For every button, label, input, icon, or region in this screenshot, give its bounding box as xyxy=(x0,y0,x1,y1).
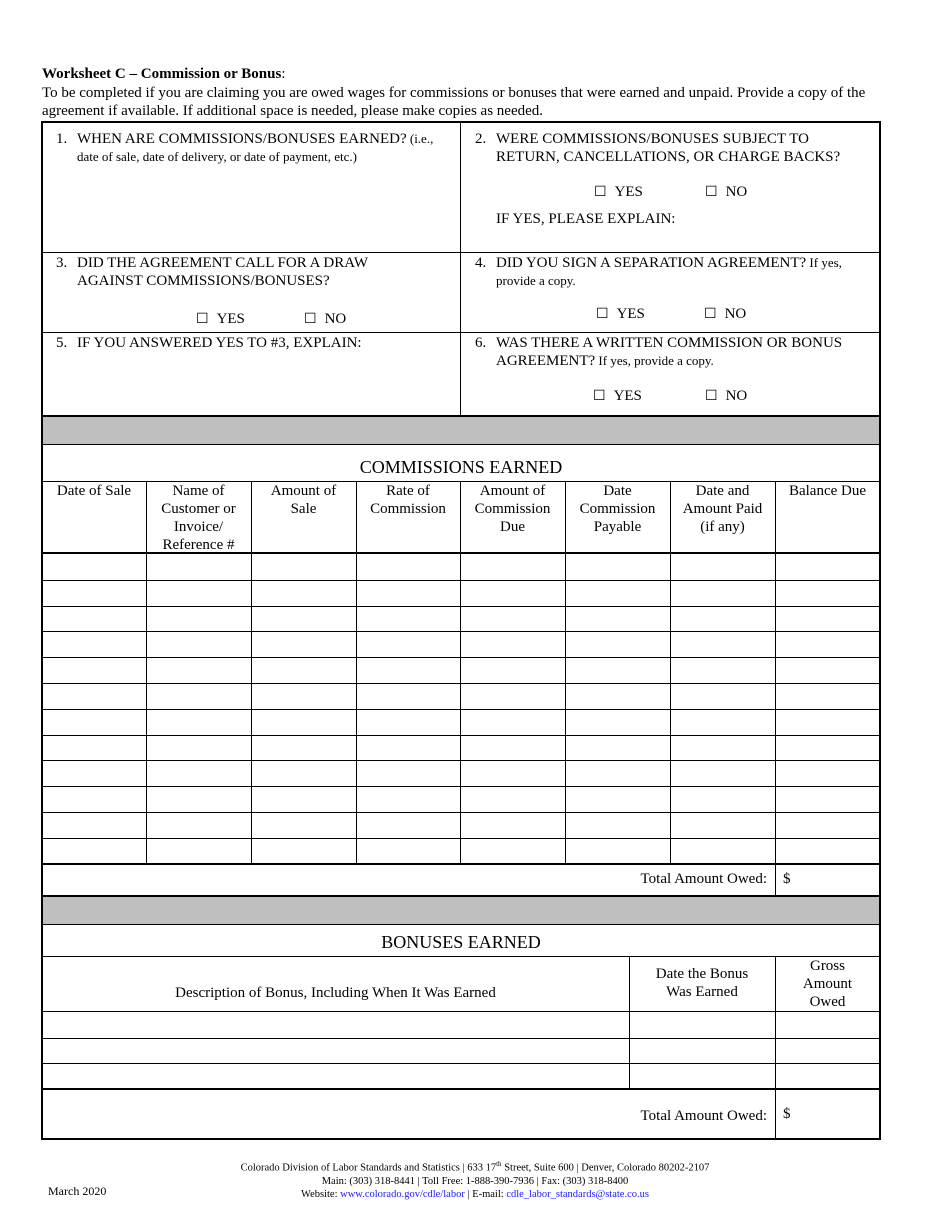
commissions-cell[interactable] xyxy=(777,711,878,733)
commissions-col-header-line: Sale xyxy=(290,501,317,517)
commissions-cell[interactable] xyxy=(358,788,458,810)
commissions-cell[interactable] xyxy=(358,685,458,707)
question-6-yes-label: YES xyxy=(613,388,642,404)
bonuses-cell[interactable] xyxy=(777,1065,878,1087)
commissions-cell[interactable] xyxy=(44,556,144,578)
bonuses-cell[interactable] xyxy=(631,1014,773,1036)
question-3-no-label: NO xyxy=(324,311,347,327)
commissions-cell[interactable] xyxy=(253,608,354,630)
worksheet-title xyxy=(42,66,286,83)
commissions-cell[interactable] xyxy=(148,762,249,784)
commissions-cell[interactable] xyxy=(44,788,144,810)
checkbox-icon: ☐ xyxy=(705,388,718,404)
question-4-yes-checkbox[interactable] xyxy=(596,306,645,323)
question-3-no-checkbox[interactable] xyxy=(304,311,346,328)
footer-address-sup: th xyxy=(496,1160,502,1168)
commissions-col-header-line: Commission xyxy=(474,501,551,517)
commissions-row-line xyxy=(42,786,880,787)
bonuses-total-currency: $ xyxy=(783,1106,791,1122)
commissions-band-line xyxy=(42,444,880,445)
bonuses-cell[interactable] xyxy=(631,1040,773,1062)
commissions-col-header-line: Customer or xyxy=(161,501,236,517)
question-6-number: 6. xyxy=(475,335,487,351)
commissions-cell[interactable] xyxy=(253,685,354,707)
commissions-col-header-line: Invoice/ xyxy=(173,519,224,535)
commissions-cell[interactable] xyxy=(672,788,773,810)
commissions-col-header-line: Amount Paid xyxy=(682,501,763,517)
commissions-cell[interactable] xyxy=(567,840,668,862)
commissions-cell[interactable] xyxy=(148,788,249,810)
commissions-cell[interactable] xyxy=(672,840,773,862)
commissions-col-header-line: (if any) xyxy=(700,519,745,535)
commissions-cell[interactable] xyxy=(462,633,563,655)
commissions-cell[interactable] xyxy=(567,556,668,578)
commissions-cell[interactable] xyxy=(148,633,249,655)
questions-divider xyxy=(460,122,461,416)
commissions-cell[interactable] xyxy=(672,814,773,836)
commissions-cell[interactable] xyxy=(777,633,878,655)
checkbox-icon: ☐ xyxy=(304,311,317,327)
question-2-yes-checkbox[interactable] xyxy=(594,184,643,201)
question-4-note-b: provide a copy. xyxy=(496,273,576,288)
commissions-cell[interactable] xyxy=(148,711,249,733)
bonuses-col-header xyxy=(42,984,629,1002)
commissions-row-line xyxy=(42,838,880,839)
commissions-cell[interactable] xyxy=(672,659,773,681)
commissions-col-divider xyxy=(460,481,461,864)
commissions-col-header-line: Commission xyxy=(579,501,656,517)
commissions-cell[interactable] xyxy=(358,840,458,862)
commissions-col-header xyxy=(146,482,251,554)
commissions-cell[interactable] xyxy=(462,556,563,578)
footer-email-label: | E-mail: xyxy=(464,1188,507,1200)
commissions-col-header xyxy=(356,482,460,518)
commissions-cell[interactable] xyxy=(148,608,249,630)
commissions-cell[interactable] xyxy=(358,582,458,604)
bonuses-col-header-line: Gross xyxy=(809,958,845,974)
bonuses-col-header-line: Amount xyxy=(802,976,853,992)
commissions-cell[interactable] xyxy=(777,685,878,707)
question-4-main: DID YOU SIGN A SEPARATION AGREEMENT? xyxy=(496,255,807,271)
commissions-cell[interactable] xyxy=(44,582,144,604)
question-6-no-label: NO xyxy=(725,388,748,404)
commissions-cell[interactable] xyxy=(462,737,563,759)
commissions-cell[interactable] xyxy=(44,762,144,784)
question-4-number: 4. xyxy=(475,255,487,271)
commissions-cell[interactable] xyxy=(672,737,773,759)
commissions-cell[interactable] xyxy=(148,814,249,836)
checkbox-icon: ☐ xyxy=(594,184,607,200)
commissions-cell[interactable] xyxy=(44,840,144,862)
commissions-cell[interactable] xyxy=(358,711,458,733)
bonuses-col-header-line: Description of Bonus, Including When It Was Earned xyxy=(175,985,496,1001)
commissions-cell[interactable] xyxy=(148,582,249,604)
commissions-col-header-line: Commission xyxy=(370,501,446,517)
question-2-yes-label: YES xyxy=(614,184,643,200)
commissions-cell[interactable] xyxy=(253,762,354,784)
commissions-cell[interactable] xyxy=(672,556,773,578)
commissions-cell[interactable] xyxy=(44,814,144,836)
bonuses-total-label: Total Amount Owed: xyxy=(640,1108,767,1124)
footer xyxy=(0,1158,950,1201)
commissions-col-header-line: Amount of xyxy=(479,483,546,499)
commissions-cell[interactable] xyxy=(148,737,249,759)
checkbox-icon: ☐ xyxy=(596,306,609,322)
bonuses-cell[interactable] xyxy=(777,1014,878,1036)
commissions-row-line xyxy=(42,606,880,607)
commissions-cell[interactable] xyxy=(462,814,563,836)
question-3-line-2: AGAINST COMMISSIONS/BONUSES? xyxy=(77,273,330,289)
question-3-text xyxy=(77,254,457,290)
question-3-yes-checkbox[interactable] xyxy=(196,311,245,328)
question-4-no-label: NO xyxy=(724,306,747,322)
question-4-text xyxy=(496,254,881,290)
question-5-text: IF YOU ANSWERED YES TO #3, EXPLAIN: xyxy=(77,335,362,351)
checkbox-icon: ☐ xyxy=(593,388,606,404)
question-6-text xyxy=(496,334,881,370)
question-4-note-a: If yes, xyxy=(806,255,842,270)
commissions-col-header xyxy=(460,482,565,536)
commissions-total-field[interactable] xyxy=(798,866,876,894)
commissions-total-divider xyxy=(775,864,776,896)
footer-date: March 2020 xyxy=(48,1184,107,1198)
commissions-col-header-line: Due xyxy=(500,519,525,535)
commissions-row-line xyxy=(42,657,880,658)
commissions-cell[interactable] xyxy=(44,633,144,655)
commissions-row-line xyxy=(42,812,880,813)
commissions-cell[interactable] xyxy=(567,633,668,655)
commissions-cell[interactable] xyxy=(777,840,878,862)
commissions-cell[interactable] xyxy=(567,685,668,707)
commissions-cell[interactable] xyxy=(777,762,878,784)
commissions-col-divider xyxy=(775,481,776,864)
commissions-cell[interactable] xyxy=(567,711,668,733)
commissions-cell[interactable] xyxy=(777,814,878,836)
commissions-row-line xyxy=(42,760,880,761)
bonuses-header-line xyxy=(42,1011,880,1012)
commissions-cell[interactable] xyxy=(358,814,458,836)
checkbox-icon: ☐ xyxy=(705,184,718,200)
commissions-cell[interactable] xyxy=(777,556,878,578)
bonuses-cell[interactable] xyxy=(44,1065,627,1087)
question-3-yes-label: YES xyxy=(216,311,245,327)
commissions-cell[interactable] xyxy=(462,840,563,862)
bonuses-cell[interactable] xyxy=(777,1040,878,1062)
commissions-cell[interactable] xyxy=(358,556,458,578)
commissions-cell[interactable] xyxy=(44,711,144,733)
commissions-cell[interactable] xyxy=(672,633,773,655)
bonuses-cell[interactable] xyxy=(44,1040,627,1062)
commissions-cell[interactable] xyxy=(358,762,458,784)
commissions-cell[interactable] xyxy=(253,788,354,810)
commissions-cell[interactable] xyxy=(462,762,563,784)
commissions-cell[interactable] xyxy=(358,633,458,655)
checkbox-icon: ☐ xyxy=(196,311,209,327)
commissions-cell[interactable] xyxy=(253,814,354,836)
commissions-col-header-line: Name of xyxy=(172,483,225,499)
bonuses-col-header-line: Date the Bonus xyxy=(655,966,749,982)
commissions-total-currency: $ xyxy=(783,871,791,887)
commissions-cell[interactable] xyxy=(567,814,668,836)
commissions-cell[interactable] xyxy=(672,582,773,604)
commissions-cell[interactable] xyxy=(777,582,878,604)
commissions-cell[interactable] xyxy=(253,633,354,655)
question-1-note-a: (i.e., xyxy=(406,131,434,146)
bonuses-col-header-line: Owed xyxy=(809,994,846,1010)
footer-address-a: Colorado Division of Labor Standards and Statistics | 633 17 xyxy=(240,1162,497,1174)
commissions-cell[interactable] xyxy=(148,840,249,862)
commissions-gray-band xyxy=(43,417,879,444)
bonuses-title: BONUSES EARNED xyxy=(381,932,541,952)
questions-row-line-2 xyxy=(42,332,880,333)
footer-address xyxy=(0,1158,950,1175)
commissions-cell[interactable] xyxy=(462,711,563,733)
question-3-number: 3. xyxy=(56,255,68,271)
question-4-yes-label: YES xyxy=(616,306,645,322)
footer-website-link[interactable]: www.colorado.gov/cdle/labor xyxy=(340,1188,465,1200)
question-2-number: 2. xyxy=(475,131,487,147)
commissions-row-line xyxy=(42,580,880,581)
commissions-row-line xyxy=(42,631,880,632)
question-6-line-2: AGREEMENT? xyxy=(496,353,596,369)
bonuses-total-divider xyxy=(775,1089,776,1139)
commissions-cell[interactable] xyxy=(777,659,878,681)
questions-row-line-1 xyxy=(42,252,880,253)
commissions-col-header-line: Date of Sale xyxy=(56,483,132,499)
footer-address-b: Street, Suite 600 | Denver, Colorado 80202-2107 xyxy=(501,1162,710,1174)
commissions-col-header-line: Rate of xyxy=(386,483,430,499)
commissions-col-header xyxy=(565,482,670,536)
commissions-row-line xyxy=(42,735,880,736)
commissions-cell[interactable] xyxy=(148,685,249,707)
commissions-col-header-line: Balance Due xyxy=(788,483,867,499)
commissions-cell[interactable] xyxy=(44,608,144,630)
question-2-line-1: WERE COMMISSIONS/BONUSES SUBJECT TO xyxy=(496,131,809,147)
question-6-yes-checkbox[interactable] xyxy=(593,388,642,405)
commissions-cell[interactable] xyxy=(358,608,458,630)
question-1-main: WHEN ARE COMMISSIONS/BONUSES EARNED? xyxy=(77,131,407,147)
bonuses-col-header-line: Was Earned xyxy=(666,984,738,1000)
checkbox-icon: ☐ xyxy=(704,306,717,322)
question-1-text xyxy=(77,130,457,166)
commissions-cell[interactable] xyxy=(358,737,458,759)
commissions-cell[interactable] xyxy=(253,737,354,759)
commissions-col-header-line: Amount of xyxy=(270,483,337,499)
bonuses-total-line xyxy=(42,1088,880,1090)
commissions-title: COMMISSIONS EARNED xyxy=(359,457,563,477)
question-2-line-2: RETURN, CANCELLATIONS, OR CHARGE BACKS? xyxy=(496,149,841,165)
worksheet-intro: To be completed if you are claiming you are owed wages for commissions or bonuses that were earned and unpaid. Provide a copy of the agreement if available. If additional space is needed, please make copies as needed. xyxy=(42,85,866,119)
bonuses-title-line xyxy=(42,956,880,957)
commissions-cell[interactable] xyxy=(44,659,144,681)
commissions-cell[interactable] xyxy=(44,685,144,707)
commissions-cell[interactable] xyxy=(567,762,668,784)
question-3-line-1: DID THE AGREEMENT CALL FOR A DRAW xyxy=(77,255,369,271)
commissions-cell[interactable] xyxy=(672,711,773,733)
commissions-cell[interactable] xyxy=(462,608,563,630)
bonuses-cell[interactable] xyxy=(631,1065,773,1087)
commissions-cell[interactable] xyxy=(148,659,249,681)
commissions-col-divider xyxy=(356,481,357,864)
bonuses-gray-band xyxy=(43,897,879,924)
commissions-cell[interactable] xyxy=(567,582,668,604)
question-1-note-b: date of sale, date of delivery, or date of payment, etc.) xyxy=(77,149,357,164)
commissions-col-header xyxy=(775,482,880,500)
commissions-cell[interactable] xyxy=(567,788,668,810)
footer-website-label: Website: xyxy=(301,1188,341,1200)
commissions-col-header-line: Reference # xyxy=(162,537,235,553)
bonuses-row-line xyxy=(42,1063,880,1064)
question-6-line-1: WAS THERE A WRITTEN COMMISSION OR BONUS xyxy=(496,335,843,351)
commissions-cell[interactable] xyxy=(462,582,563,604)
commissions-row-line xyxy=(42,709,880,710)
question-2-no-label: NO xyxy=(725,184,748,200)
bonuses-col-header xyxy=(629,965,775,1001)
commissions-cell[interactable] xyxy=(253,556,354,578)
commissions-col-header xyxy=(42,482,146,500)
bonuses-total-field[interactable] xyxy=(798,1092,876,1136)
commissions-cell[interactable] xyxy=(462,659,563,681)
question-6-note: If yes, provide a copy. xyxy=(595,353,714,368)
commissions-col-divider xyxy=(251,481,252,864)
question-1-number: 1. xyxy=(56,131,68,147)
question-2-text xyxy=(496,130,876,166)
commissions-total-label: Total Amount Owed: xyxy=(640,871,767,887)
commissions-cell[interactable] xyxy=(567,737,668,759)
commissions-col-header-line: Date and xyxy=(695,483,750,499)
worksheet-title-colon: : xyxy=(281,66,286,82)
footer-email-link[interactable]: cdle_labor_standards@state.co.us xyxy=(506,1188,649,1200)
commissions-col-divider xyxy=(565,481,566,864)
commissions-cell[interactable] xyxy=(253,582,354,604)
footer-phone: Main: (303) 318-8441 | Toll Free: 1-888-390-7936 | Fax: (303) 318-8400 xyxy=(321,1175,629,1187)
commissions-cell[interactable] xyxy=(253,840,354,862)
commissions-cell[interactable] xyxy=(672,762,773,784)
commissions-total-line xyxy=(42,863,880,865)
commissions-cell[interactable] xyxy=(777,788,878,810)
bonuses-cell[interactable] xyxy=(44,1014,627,1036)
commissions-cell[interactable] xyxy=(777,737,878,759)
commissions-cell[interactable] xyxy=(672,608,773,630)
commissions-col-divider xyxy=(670,481,671,864)
commissions-cell[interactable] xyxy=(148,556,249,578)
commissions-row-line xyxy=(42,683,880,684)
commissions-cell[interactable] xyxy=(44,737,144,759)
commissions-cell[interactable] xyxy=(567,608,668,630)
commissions-cell[interactable] xyxy=(567,659,668,681)
commissions-cell[interactable] xyxy=(253,659,354,681)
question-4-no-checkbox[interactable] xyxy=(704,306,746,323)
commissions-cell[interactable] xyxy=(253,711,354,733)
commissions-cell[interactable] xyxy=(462,788,563,810)
question-2-explain: IF YES, PLEASE EXPLAIN: xyxy=(496,211,676,227)
commissions-cell[interactable] xyxy=(777,608,878,630)
bonuses-band-line xyxy=(42,924,880,925)
commissions-col-header-line: Payable xyxy=(593,519,642,535)
footer-web xyxy=(0,1188,950,1201)
commissions-cell[interactable] xyxy=(672,685,773,707)
question-5-number: 5. xyxy=(56,335,68,351)
question-6-no-checkbox[interactable] xyxy=(705,388,747,405)
commissions-col-header xyxy=(251,482,356,518)
commissions-col-header-line: Date xyxy=(603,483,632,499)
commissions-cell[interactable] xyxy=(462,685,563,707)
commissions-cell[interactable] xyxy=(358,659,458,681)
worksheet-title-bold: Worksheet C – Commission or Bonus xyxy=(42,66,282,82)
question-2-no-checkbox[interactable] xyxy=(705,184,747,201)
bonuses-col-header xyxy=(775,957,880,1011)
bonuses-row-line xyxy=(42,1038,880,1039)
commissions-col-header xyxy=(670,482,775,536)
